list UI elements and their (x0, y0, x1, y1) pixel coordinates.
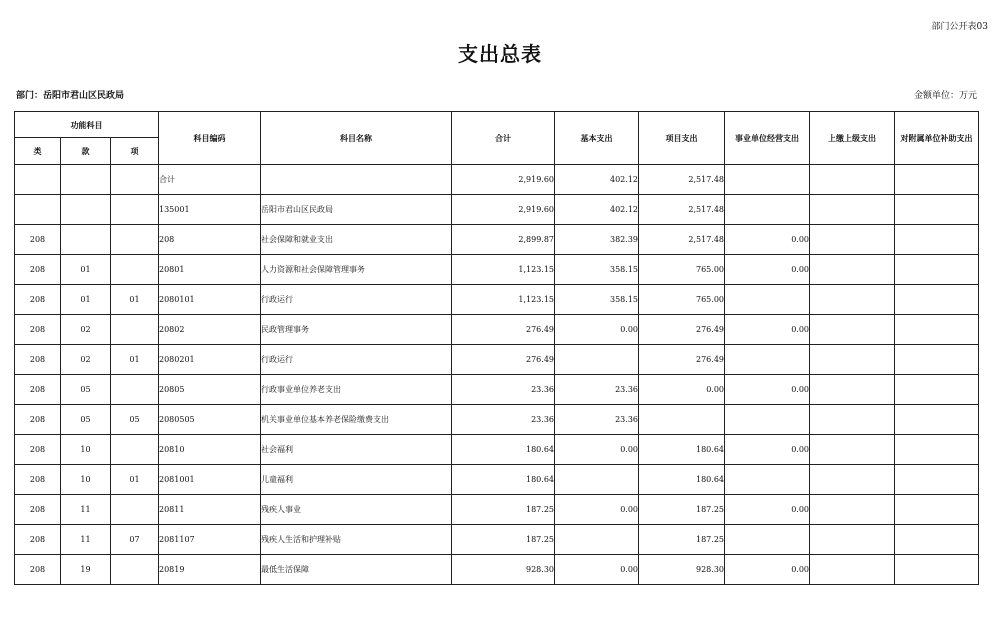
cell-upper (810, 165, 895, 195)
cell-lei (15, 195, 61, 225)
cell-business: 0.00 (725, 255, 810, 285)
cell-name: 残疾人事业 (261, 495, 452, 525)
cell-code: 208 (159, 225, 261, 255)
cell-xiang (111, 315, 159, 345)
cell-project: 180.64 (639, 435, 725, 465)
cell-basic: 0.00 (555, 315, 639, 345)
cell-total: 187.25 (452, 495, 555, 525)
cell-subsidy (895, 465, 979, 495)
cell-upper (810, 495, 895, 525)
cell-lei: 208 (15, 345, 61, 375)
cell-basic: 402.12 (555, 165, 639, 195)
functional-subject-header: 功能科目 (15, 112, 159, 138)
cell-kuan (61, 165, 111, 195)
cell-basic (555, 465, 639, 495)
cell-upper (810, 285, 895, 315)
cell-code: 20801 (159, 255, 261, 285)
table-row (15, 495, 979, 525)
amount-unit-label: 金额单位：万元 (913, 91, 977, 101)
table-row (15, 285, 979, 315)
cell-lei: 208 (15, 525, 61, 555)
code-header: 科目编码 (159, 112, 261, 165)
cell-lei: 208 (15, 555, 61, 585)
cell-total: 23.36 (452, 405, 555, 435)
cell-total: 180.64 (452, 435, 555, 465)
table-row (15, 255, 979, 285)
cell-subsidy (895, 315, 979, 345)
cell-subsidy (895, 165, 979, 195)
cell-kuan: 19 (61, 555, 111, 585)
cell-upper (810, 255, 895, 285)
cell-xiang (111, 555, 159, 585)
basic-header: 基本支出 (555, 112, 639, 165)
cell-name: 残疾人生活和护理补贴 (261, 525, 452, 555)
cell-upper (810, 525, 895, 555)
cell-project (639, 405, 725, 435)
table-row (15, 345, 979, 375)
cell-total: 1,123.15 (452, 285, 555, 315)
cell-subsidy (895, 405, 979, 435)
cell-kuan (61, 225, 111, 255)
table-row (15, 555, 979, 585)
cell-xiang: 01 (111, 285, 159, 315)
cell-total: 23.36 (452, 375, 555, 405)
cell-project: 2,517.48 (639, 165, 725, 195)
cell-project: 180.64 (639, 465, 725, 495)
form-number: 部门公开表03 (931, 22, 988, 32)
cell-code: 2081107 (159, 525, 261, 555)
upper-header: 上缴上级支出 (810, 112, 895, 165)
cell-business (725, 165, 810, 195)
cell-lei: 208 (15, 435, 61, 465)
cell-business (725, 405, 810, 435)
cell-kuan: 11 (61, 495, 111, 525)
cell-project: 928.30 (639, 555, 725, 585)
cell-basic: 402.12 (555, 195, 639, 225)
cell-business: 0.00 (725, 495, 810, 525)
cell-xiang (111, 255, 159, 285)
cell-lei: 208 (15, 255, 61, 285)
cell-business (725, 525, 810, 555)
cell-subsidy (895, 255, 979, 285)
cell-business: 0.00 (725, 435, 810, 465)
cell-total: 276.49 (452, 315, 555, 345)
cell-upper (810, 225, 895, 255)
cell-total: 2,899.87 (452, 225, 555, 255)
cell-project: 2,517.48 (639, 195, 725, 225)
cell-code: 2081001 (159, 465, 261, 495)
cell-subsidy (895, 195, 979, 225)
cell-lei (15, 165, 61, 195)
cell-lei: 208 (15, 315, 61, 345)
cell-name: 人力资源和社会保障管理事务 (261, 255, 452, 285)
cell-total: 928.30 (452, 555, 555, 585)
cell-code: 2080505 (159, 405, 261, 435)
table-row (15, 405, 979, 435)
cell-total: 2,919.60 (452, 165, 555, 195)
cell-project: 765.00 (639, 255, 725, 285)
page-title: 支出总表 (458, 42, 542, 66)
cell-business: 0.00 (725, 555, 810, 585)
cell-xiang: 01 (111, 345, 159, 375)
expenditure-table (14, 111, 979, 585)
cell-total: 187.25 (452, 525, 555, 555)
cell-upper (810, 555, 895, 585)
cell-business (725, 465, 810, 495)
cell-total: 1,123.15 (452, 255, 555, 285)
project-header: 项目支出 (639, 112, 725, 165)
cell-code: 20802 (159, 315, 261, 345)
cell-basic: 0.00 (555, 555, 639, 585)
cell-kuan: 01 (61, 255, 111, 285)
cell-name: 社会福利 (261, 435, 452, 465)
cell-name: 岳阳市君山区民政局 (261, 195, 452, 225)
cell-subsidy (895, 345, 979, 375)
cell-lei: 208 (15, 375, 61, 405)
cell-code: 20819 (159, 555, 261, 585)
cell-upper (810, 375, 895, 405)
kuan-header: 款 (61, 138, 111, 165)
cell-lei: 208 (15, 285, 61, 315)
cell-basic (555, 345, 639, 375)
cell-upper (810, 345, 895, 375)
cell-upper (810, 435, 895, 465)
cell-kuan (61, 195, 111, 225)
cell-xiang: 05 (111, 405, 159, 435)
cell-name: 行政运行 (261, 285, 452, 315)
business-header: 事业单位经营支出 (725, 112, 810, 165)
cell-upper (810, 195, 895, 225)
cell-subsidy (895, 285, 979, 315)
cell-name: 儿童福利 (261, 465, 452, 495)
cell-xiang (111, 495, 159, 525)
cell-kuan: 01 (61, 285, 111, 315)
cell-basic: 0.00 (555, 435, 639, 465)
cell-basic: 23.36 (555, 405, 639, 435)
cell-xiang (111, 195, 159, 225)
cell-name: 行政运行 (261, 345, 452, 375)
cell-lei: 208 (15, 225, 61, 255)
cell-basic: 0.00 (555, 495, 639, 525)
table-row (15, 435, 979, 465)
cell-project: 276.49 (639, 345, 725, 375)
cell-basic (555, 525, 639, 555)
cell-business (725, 285, 810, 315)
cell-kuan: 02 (61, 345, 111, 375)
department-label: 部门：岳阳市君山区民政局 (16, 91, 125, 101)
cell-kuan: 11 (61, 525, 111, 555)
cell-xiang: 01 (111, 465, 159, 495)
cell-basic: 23.36 (555, 375, 639, 405)
cell-total: 2,919.60 (452, 195, 555, 225)
cell-project: 765.00 (639, 285, 725, 315)
table-row (15, 465, 979, 495)
cell-xiang (111, 165, 159, 195)
cell-business: 0.00 (725, 375, 810, 405)
cell-upper (810, 465, 895, 495)
cell-kuan: 10 (61, 435, 111, 465)
cell-lei: 208 (15, 465, 61, 495)
table-row (15, 165, 979, 195)
table-row (15, 315, 979, 345)
cell-project: 0.00 (639, 375, 725, 405)
cell-subsidy (895, 495, 979, 525)
cell-subsidy (895, 375, 979, 405)
cell-name: 机关事业单位基本养老保险缴费支出 (261, 405, 452, 435)
cell-basic: 382.39 (555, 225, 639, 255)
xiang-header: 项 (111, 138, 159, 165)
cell-code: 2080201 (159, 345, 261, 375)
cell-xiang (111, 225, 159, 255)
cell-project: 187.25 (639, 495, 725, 525)
cell-code: 2080101 (159, 285, 261, 315)
cell-code: 合计 (159, 165, 261, 195)
cell-project: 2,517.48 (639, 225, 725, 255)
cell-business (725, 195, 810, 225)
cell-business (725, 345, 810, 375)
cell-upper (810, 405, 895, 435)
cell-business: 0.00 (725, 225, 810, 255)
cell-kuan: 05 (61, 375, 111, 405)
cell-subsidy (895, 525, 979, 555)
cell-kuan: 02 (61, 315, 111, 345)
table-row (15, 225, 979, 255)
cell-kuan: 05 (61, 405, 111, 435)
name-header: 科目名称 (261, 112, 452, 165)
cell-project: 276.49 (639, 315, 725, 345)
cell-code: 20811 (159, 495, 261, 525)
cell-business: 0.00 (725, 315, 810, 345)
cell-xiang (111, 375, 159, 405)
cell-total: 276.49 (452, 345, 555, 375)
cell-code: 20805 (159, 375, 261, 405)
cell-lei: 208 (15, 405, 61, 435)
cell-basic: 358.15 (555, 255, 639, 285)
cell-kuan: 10 (61, 465, 111, 495)
cell-name: 社会保障和就业支出 (261, 225, 452, 255)
cell-subsidy (895, 435, 979, 465)
cell-subsidy (895, 555, 979, 585)
subsidy-header: 对附属单位补助支出 (895, 112, 979, 165)
cell-name: 民政管理事务 (261, 315, 452, 345)
table-row (15, 525, 979, 555)
cell-name: 最低生活保障 (261, 555, 452, 585)
total-header: 合计 (452, 112, 555, 165)
cell-name: 行政事业单位养老支出 (261, 375, 452, 405)
cell-xiang (111, 435, 159, 465)
cell-code: 20810 (159, 435, 261, 465)
cell-basic: 358.15 (555, 285, 639, 315)
table-row (15, 195, 979, 225)
cell-project: 187.25 (639, 525, 725, 555)
table-body (15, 165, 979, 585)
table-row (15, 375, 979, 405)
cell-lei: 208 (15, 495, 61, 525)
lei-header: 类 (15, 138, 61, 165)
cell-xiang: 07 (111, 525, 159, 555)
cell-upper (810, 315, 895, 345)
cell-total: 180.64 (452, 465, 555, 495)
cell-subsidy (895, 225, 979, 255)
cell-name (261, 165, 452, 195)
cell-code: 135001 (159, 195, 261, 225)
